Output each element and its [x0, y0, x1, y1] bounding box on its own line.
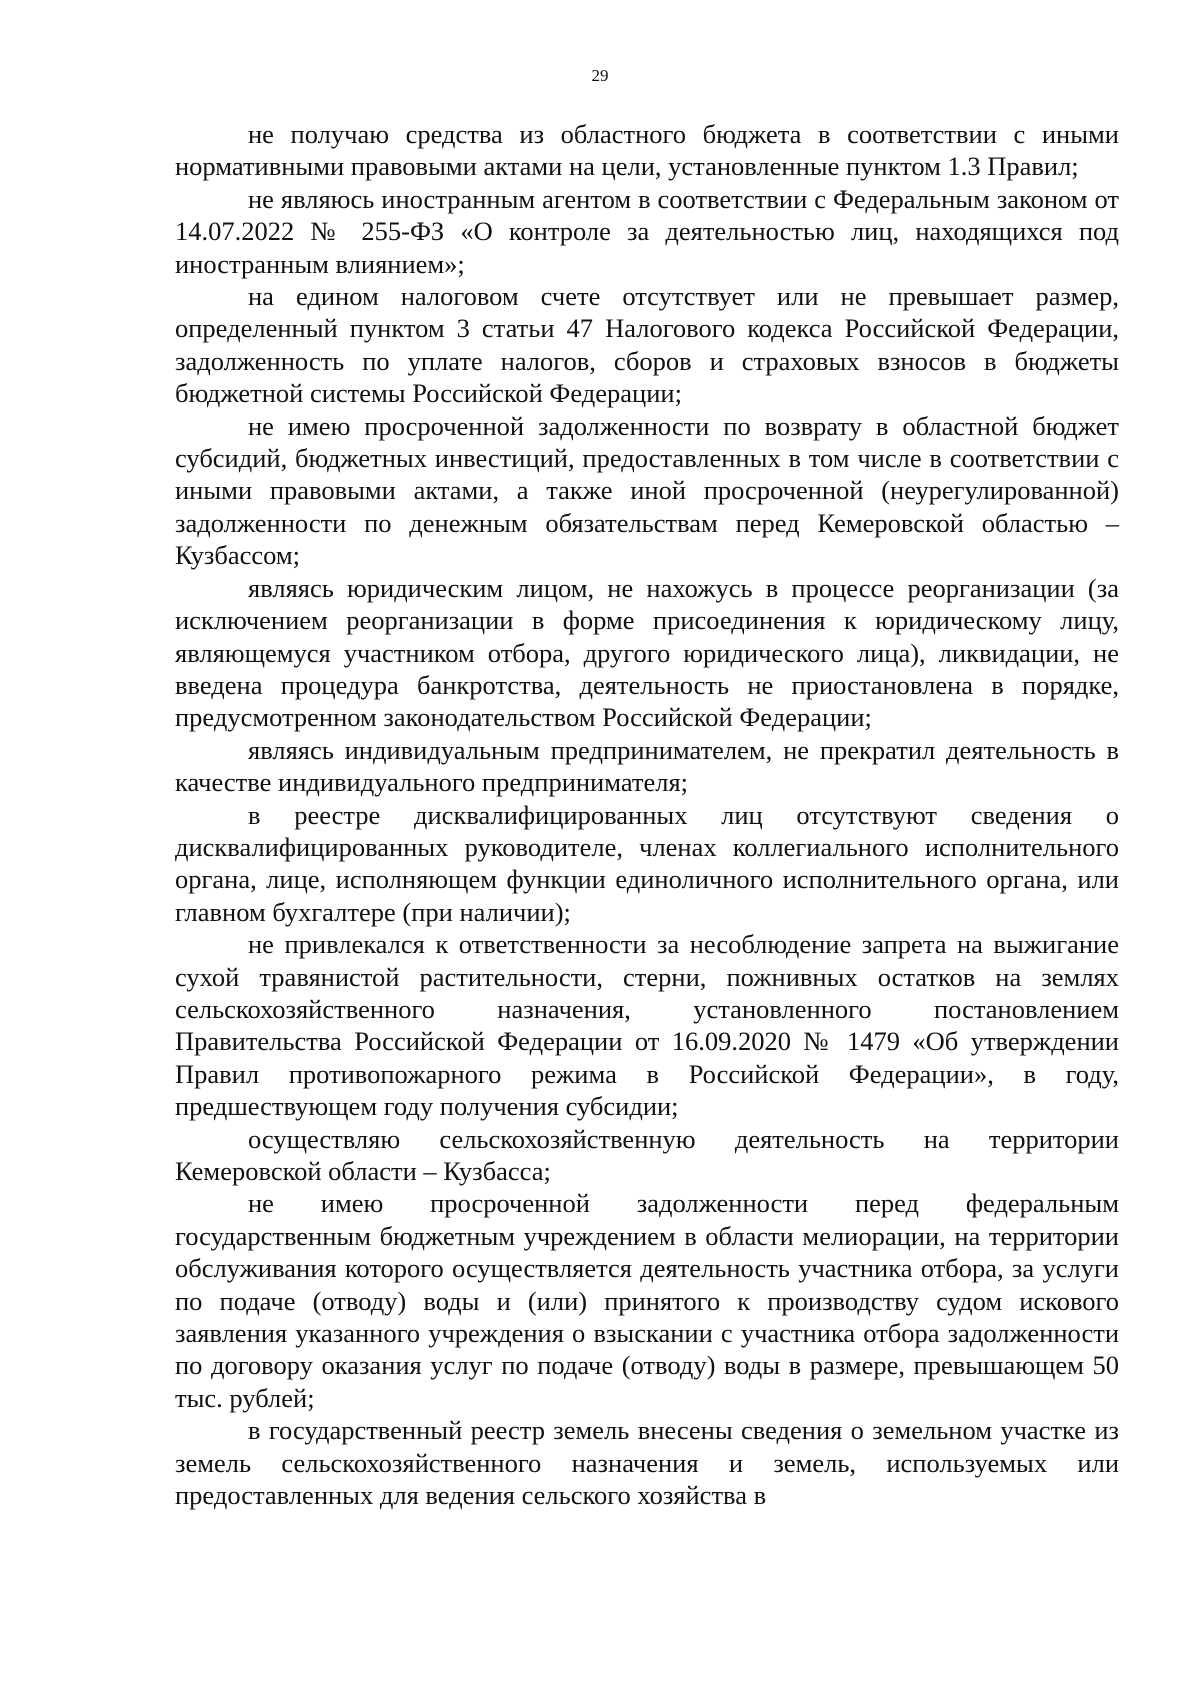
paragraph-burning-ban: не привлекался к ответственности за несоблюдение запрета на выжигание сухой травянистой растительности, стерни, пожнивных остатков на землях сельскохозяйственного назначения, установленного постановлением Правительства Российской Федерации от 16.09.2020 № 1479 «Об утверждении Правил противопожарного режима в Российской Федерации», в году, предшествующем году получения субсидии; [175, 929, 1119, 1122]
paragraph-individual-entrepreneur: являясь индивидуальным предпринимателем, не прекратил деятельность в качестве индивидуального предпринимателя; [175, 734, 1119, 798]
paragraph-no-other-funds: не получаю средства из областного бюджета в соответствии с иными нормативными правовыми актами на цели, установленные пунктом 1.3 Правил; [175, 119, 1119, 182]
document-body [175, 118, 1119, 1511]
paragraph-legal-entity-status: являясь юридическим лицом, не нахожусь в процессе реорганизации (за исключением реорганизации в форме присоединения к юридическому лицу, являющемуся участником отбора, другого юридического лица), ликвидации, не введена процедура банкротства, деятельность не приостановлена в порядке, предусмотренном законодательством Российской Федерации; [175, 572, 1119, 733]
paragraph-not-foreign-agent: не являюсь иностранным агентом в соответствии с Федеральным законом от 14.07.2022 № 255-ФЗ «О контроле за деятельностью лиц, находящихся под иностранным влиянием»; [175, 183, 1119, 279]
paragraph-tax-account: на едином налоговом счете отсутствует или не превышает размер, определенный пунктом 3 статьи 47 Налогового кодекса Российской Федерации, задолженность по уплате налогов, сборов и страховых взносов в бюджеты бюджетной системы Российской Федерации; [175, 281, 1119, 409]
paragraph-melioration-debt: не имею просроченной задолженности перед федеральным государственным бюджетным учреждением в области мелиорации, на территории обслуживания которого осуществляется деятельность участника отбора, за услуги по подаче (отводу) воды и (или) принятого к производству судом искового заявления указанного учреждения о взыскании с участника отбора задолженности по договору оказания услуг по подаче (отводу) воды в размере, превышающем 50 тыс. рублей; [175, 1188, 1119, 1413]
page-number: 29 [591, 66, 609, 85]
paragraph-agricultural-activity: осуществляю сельскохозяйственную деятельность на территории Кемеровской области – Кузбасса; [175, 1123, 1119, 1186]
paragraph-land-registry: в государственный реестр земель внесены сведения о земельном участке из земель сельскохозяйственного назначения и земель, используемых или предоставленных для ведения сельского хозяйства в [175, 1415, 1119, 1511]
paragraph-disqualified-registry: в реестре дисквалифицированных лиц отсутствуют сведения о дисквалифицированных руководителе, членах коллегиального исполнительного органа, лице, исполняющем функции единоличного исполнительного органа, или главном бухгалтере (при наличии); [175, 799, 1119, 927]
paragraph-no-overdue-debt: не имею просроченной задолженности по возврату в областной бюджет субсидий, бюджетных инвестиций, предоставленных в том числе в соответствии с иными правовыми актами, а также иной просроченной (неурегулированной) задолженности по денежным обязательствам перед Кемеровской областью – Кузбассом; [175, 410, 1119, 571]
